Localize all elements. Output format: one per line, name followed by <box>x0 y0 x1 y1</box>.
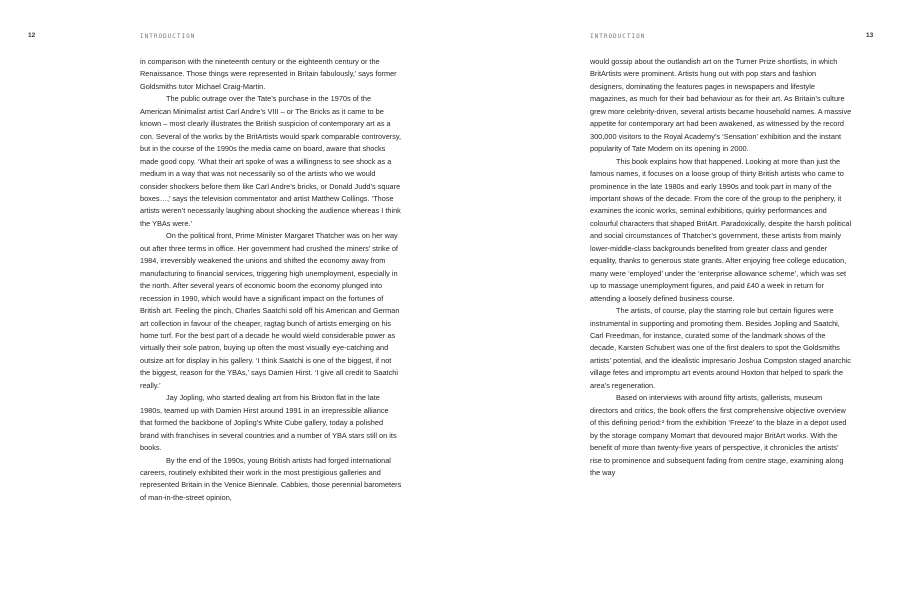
running-head-left: INTRODUCTION <box>140 33 196 40</box>
right-page-body <box>590 56 852 479</box>
paragraph: Jay Jopling, who started dealing art from his Brixton flat in the late 1980s, teamed up with Damien Hirst around 1991 in an irrepressible alliance that formed the backbone of Jopling’s White Cube gallery, today a polished brand with franchises in several countries and a number of YBA stars still on its books. <box>140 393 397 453</box>
page-number-right: 13 <box>866 32 874 39</box>
paragraph: would gossip about the outlandish art on the Turner Prize shortlists, in which BritArtists were prominent. Artists hung out with pop stars and fashion designers, dominating the features pages in newspapers and lifestyle magazines, as much for their bad behaviour as for their art. As Britain’s culture grew more celebrity-driven, several artists became household names. A massive appetite for contemporary art had been awakened, as witnessed by the record 300,000 visitors to the Royal Academy’s ‘Sensation’ exhibition and the instant popularity of Tate Modern on its opening in 2000. <box>590 57 852 154</box>
paragraph: in comparison with the nineteenth century or the eighteenth century or the Renaissance. Those things were represented in Britain fabulously,’ says former Goldsmiths tutor Michael Craig-Martin. <box>140 57 397 91</box>
paragraph: Based on interviews with around fifty artists, gallerists, museum directors and critics, the book offers the first comprehensive objective overview of this defining period:² from the exhibition ‘Freeze’ to the blaze in a depot used by the storage company Momart that devoured major BritArt works. With the benefit of more than twenty-five years of perspective, it chronicles the artists’ rise to prominence and subsequent fading from centre stage, examining along the way <box>590 393 847 477</box>
left-page-body <box>140 56 402 504</box>
page-number-left: 12 <box>28 32 36 39</box>
paragraph: The public outrage over the Tate’s purchase in the 1970s of the American Minimalist artist Carl Andre’s VIII – or The Bricks as it came to be known – most clearly illustrates the British suspicion of contemporary art as a con. Several of the works by the BritArtists would spark comparable controversy, but in the course of the 1990s the media came on board, aware that shocks made good copy. ‘What their art spoke of was a willingness to see shock as a medium in a way that was not necessarily so of the artists who we would consider shockers before them like Carl Andre’s bricks, or Donald Judd’s square boxes…,’ says the television commentator and artist Matthew Collings. ‘Those artists weren’t necessarily laughing about shocking the audience whereas I think the YBAs were.’ <box>140 94 402 228</box>
paragraph: By the end of the 1990s, young British artists had forged international careers, routinely exhibited their work in the most prestigious galleries and represented Britain in the Venice Biennale. Cabbies, those perennial barometers of man-in-the-street opinion, <box>140 455 402 502</box>
paragraph: This book explains how that happened. Looking at more than just the famous names, it focuses on a loose group of thirty British artists who came to prominence in the late 1980s and early 1990s and took part in many of the important shows of the decade. From the core of the group to the periphery, it examines the iconic works, seminal exhibitions, quirky performances and colourful characters that shaped BritArt. Paradoxically, despite the harsh political and social circumstances of Thatcher’s government, these artists from mainly lower-middle-class backgrounds benefited from greater class and gender equality, thanks to generous state grants. After enjoying free college education, many were ‘employed’ under the ‘enterprise allowance scheme’, which was set up to massage unemployment figures, and paid £40 a week in return for attending a loosely defined business course. <box>590 156 852 303</box>
running-head-right: INTRODUCTION <box>590 33 646 40</box>
paragraph: The artists, of course, play the starring role but certain figures were instrumental in supporting and promoting them. Besides Jopling and Saatchi, Carl Freedman, for instance, curated some of the landmark shows of the decade, Karsten Schubert was one of the first dealers to spot the Goldsmiths artists’ potential, and the idealistic impresario Joshua Compston staged anarchic village fetes and impromptu art events around Hoxton that helped to spark the area’s regeneration. <box>590 306 851 390</box>
paragraph: On the political front, Prime Minister Margaret Thatcher was on her way out after three terms in office. Her government had crushed the miners’ strike of 1984, irreversibly weakened the unions and shifted the economy away from manufacturing to financial services, triggering high unemployment, especially in the north. After several years of economic boom the economy plunged into recession in 1990, which would have a significant impact on the fortunes of British art. Feeling the pinch, Charles Saatchi sold off his American and German art collection in favour of the cheaper, ragtag bunch of artists emerging on his home turf. For the best part of a decade he would wield considerable power as virtually their sole patron, buying up often the most visually eye-catching and outsize art for display in his gallery. ‘I think Saatchi is one of the biggest, if not the biggest, reason for the YBAs,’ says Damien Hirst. ‘I give all credit to Saatchi really.’ <box>140 231 400 390</box>
